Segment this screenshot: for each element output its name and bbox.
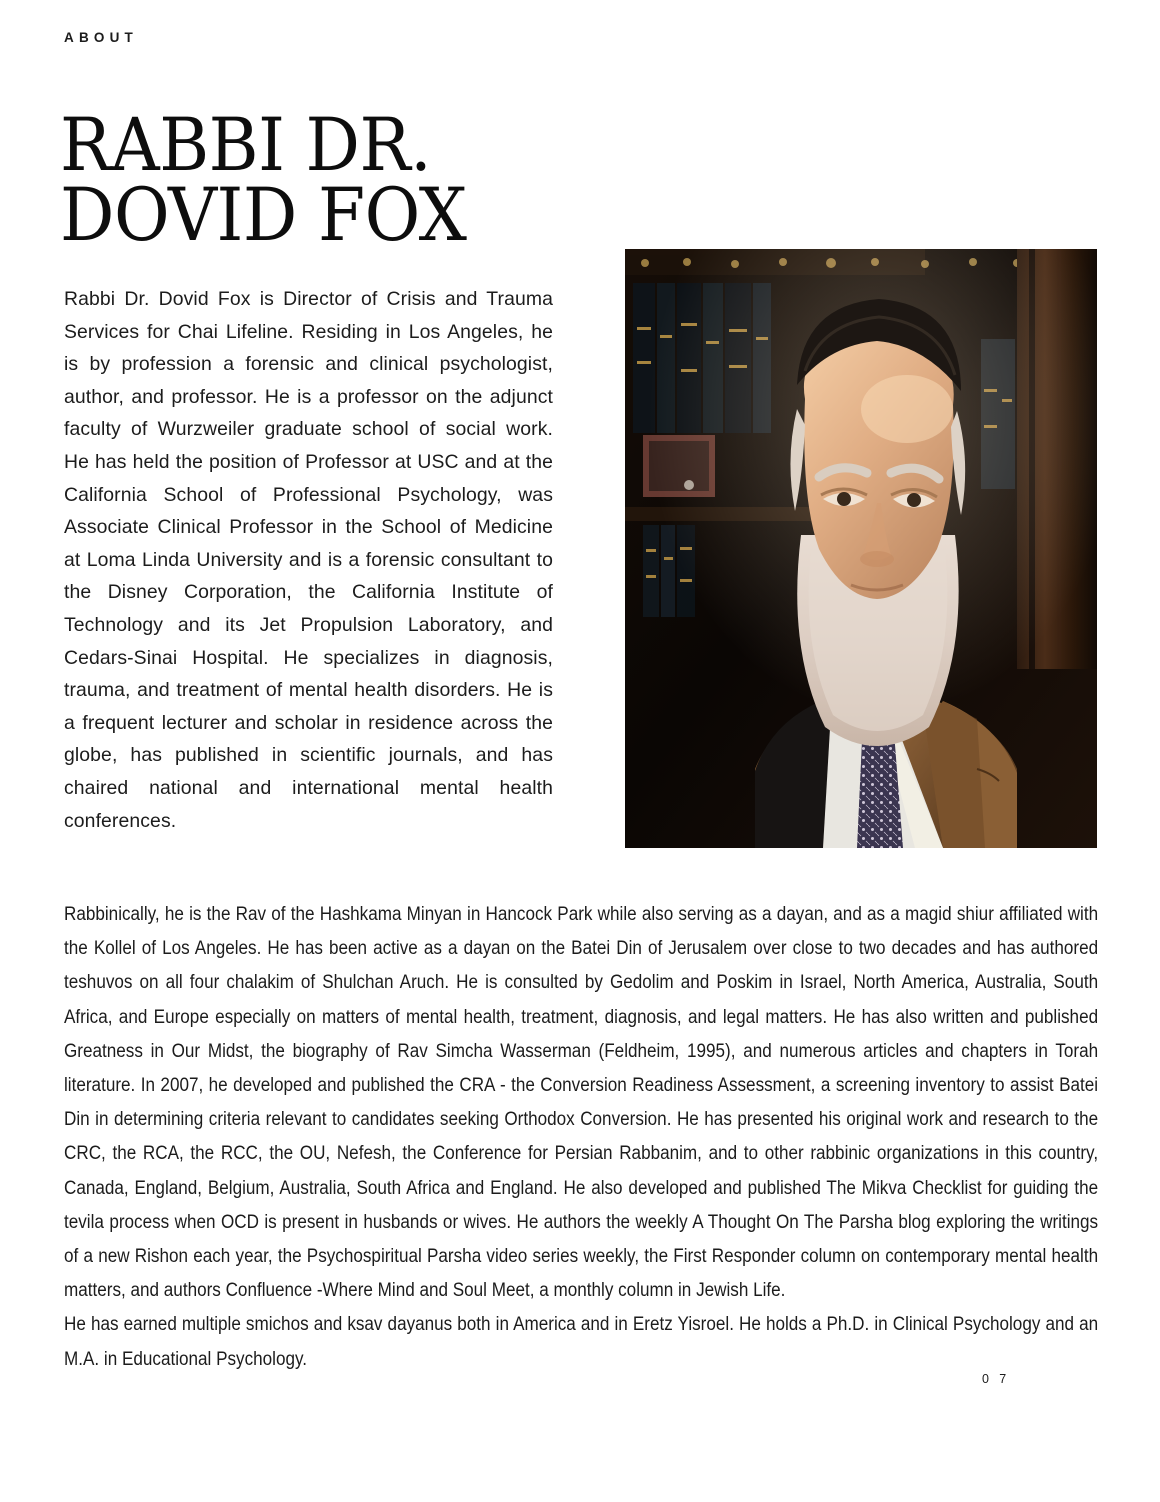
page-title-line-2: DOVID FOX — [60, 172, 467, 258]
section-eyebrow-label: ABOUT — [64, 30, 138, 45]
page-title — [60, 102, 637, 258]
biography-text — [64, 898, 1098, 1377]
page-number: 0 7 — [982, 1372, 1010, 1386]
biography-paragraph-1: Rabbinically, he is the Rav of the Hashkama Minyan in Hancock Park while also serving as a dayan, and as a magid shiur affiliated with the Kollel of Los Angeles. He has been active as a dayan on the Batei Din of Jerusalem over close to two decades and has authored teshuvos on all four chalakim of Shulchan Aruch. He is consulted by Gedolim and Poskim in Israel, North America, Australia, South Africa, and Europe especially on matters of mental health, treatment, diagnosis, and legal matters. He has also written and published Greatness in Our Midst, the biography of Rav Simcha Wasserman (Feldheim, 1995), and numerous articles and chapters in Torah literature. In 2007, he developed and published the CRA - the Conversion Readiness Assessment, a screening inventory to assist Batei Din in determining criteria relevant to candidates seeking Orthodox Conversion. He has presented his original work and research to the CRC, the RCA, the RCC, the OU, Nefesh, the Conference for Persian Rabbanim, and to other rabbinic organizations in this country, Canada, England, Belgium, Australia, South Africa and England. He also developed and published The Mikva Checklist for guiding the tevila process when OCD is present in husbands or wives. He authors the weekly A Thought On The Parsha blog exploring the writings of a new Rishon each year, the Psychospiritual Parsha video series weekly, the First Responder column on contemporary mental health matters, and authors Confluence -Where Mind and Soul Meet, a monthly column in Jewish Life. — [64, 904, 1099, 1302]
portrait-photo — [625, 249, 1097, 848]
biography-paragraph-2: He has earned multiple smichos and ksav dayanus both in America and in Eretz Yisroel. He holds a Ph.D. in Clinical Psychology and an M.A. in Educational Psychology. — [64, 1314, 1099, 1370]
page-title-line-1: RABBI DR. — [60, 102, 432, 188]
intro-paragraph: Rabbi Dr. Dovid Fox is Director of Crisis and Trauma Services for Chai Lifeline. Residing in Los Angeles, he is by profession a forensic and clinical psychologist, author, and professor. He is a professor on the adjunct faculty of Wurzweiler graduate school of social work. He has held the position of Professor at USC and at the California School of Professional Psychology, was Associate Clinical Professor in the School of Medicine at Loma Linda University and is a forensic consultant to the Disney Corporation, the California Institute of Technology and its Jet Propulsion Laboratory, and Cedars-Sinai Hospital. He specializes in diagnosis, trauma, and treatment of mental health disorders. He is a frequent lecturer and scholar in residence across the globe, has published in scientific journals, and has chaired national and international mental health conferences. — [64, 288, 553, 832]
